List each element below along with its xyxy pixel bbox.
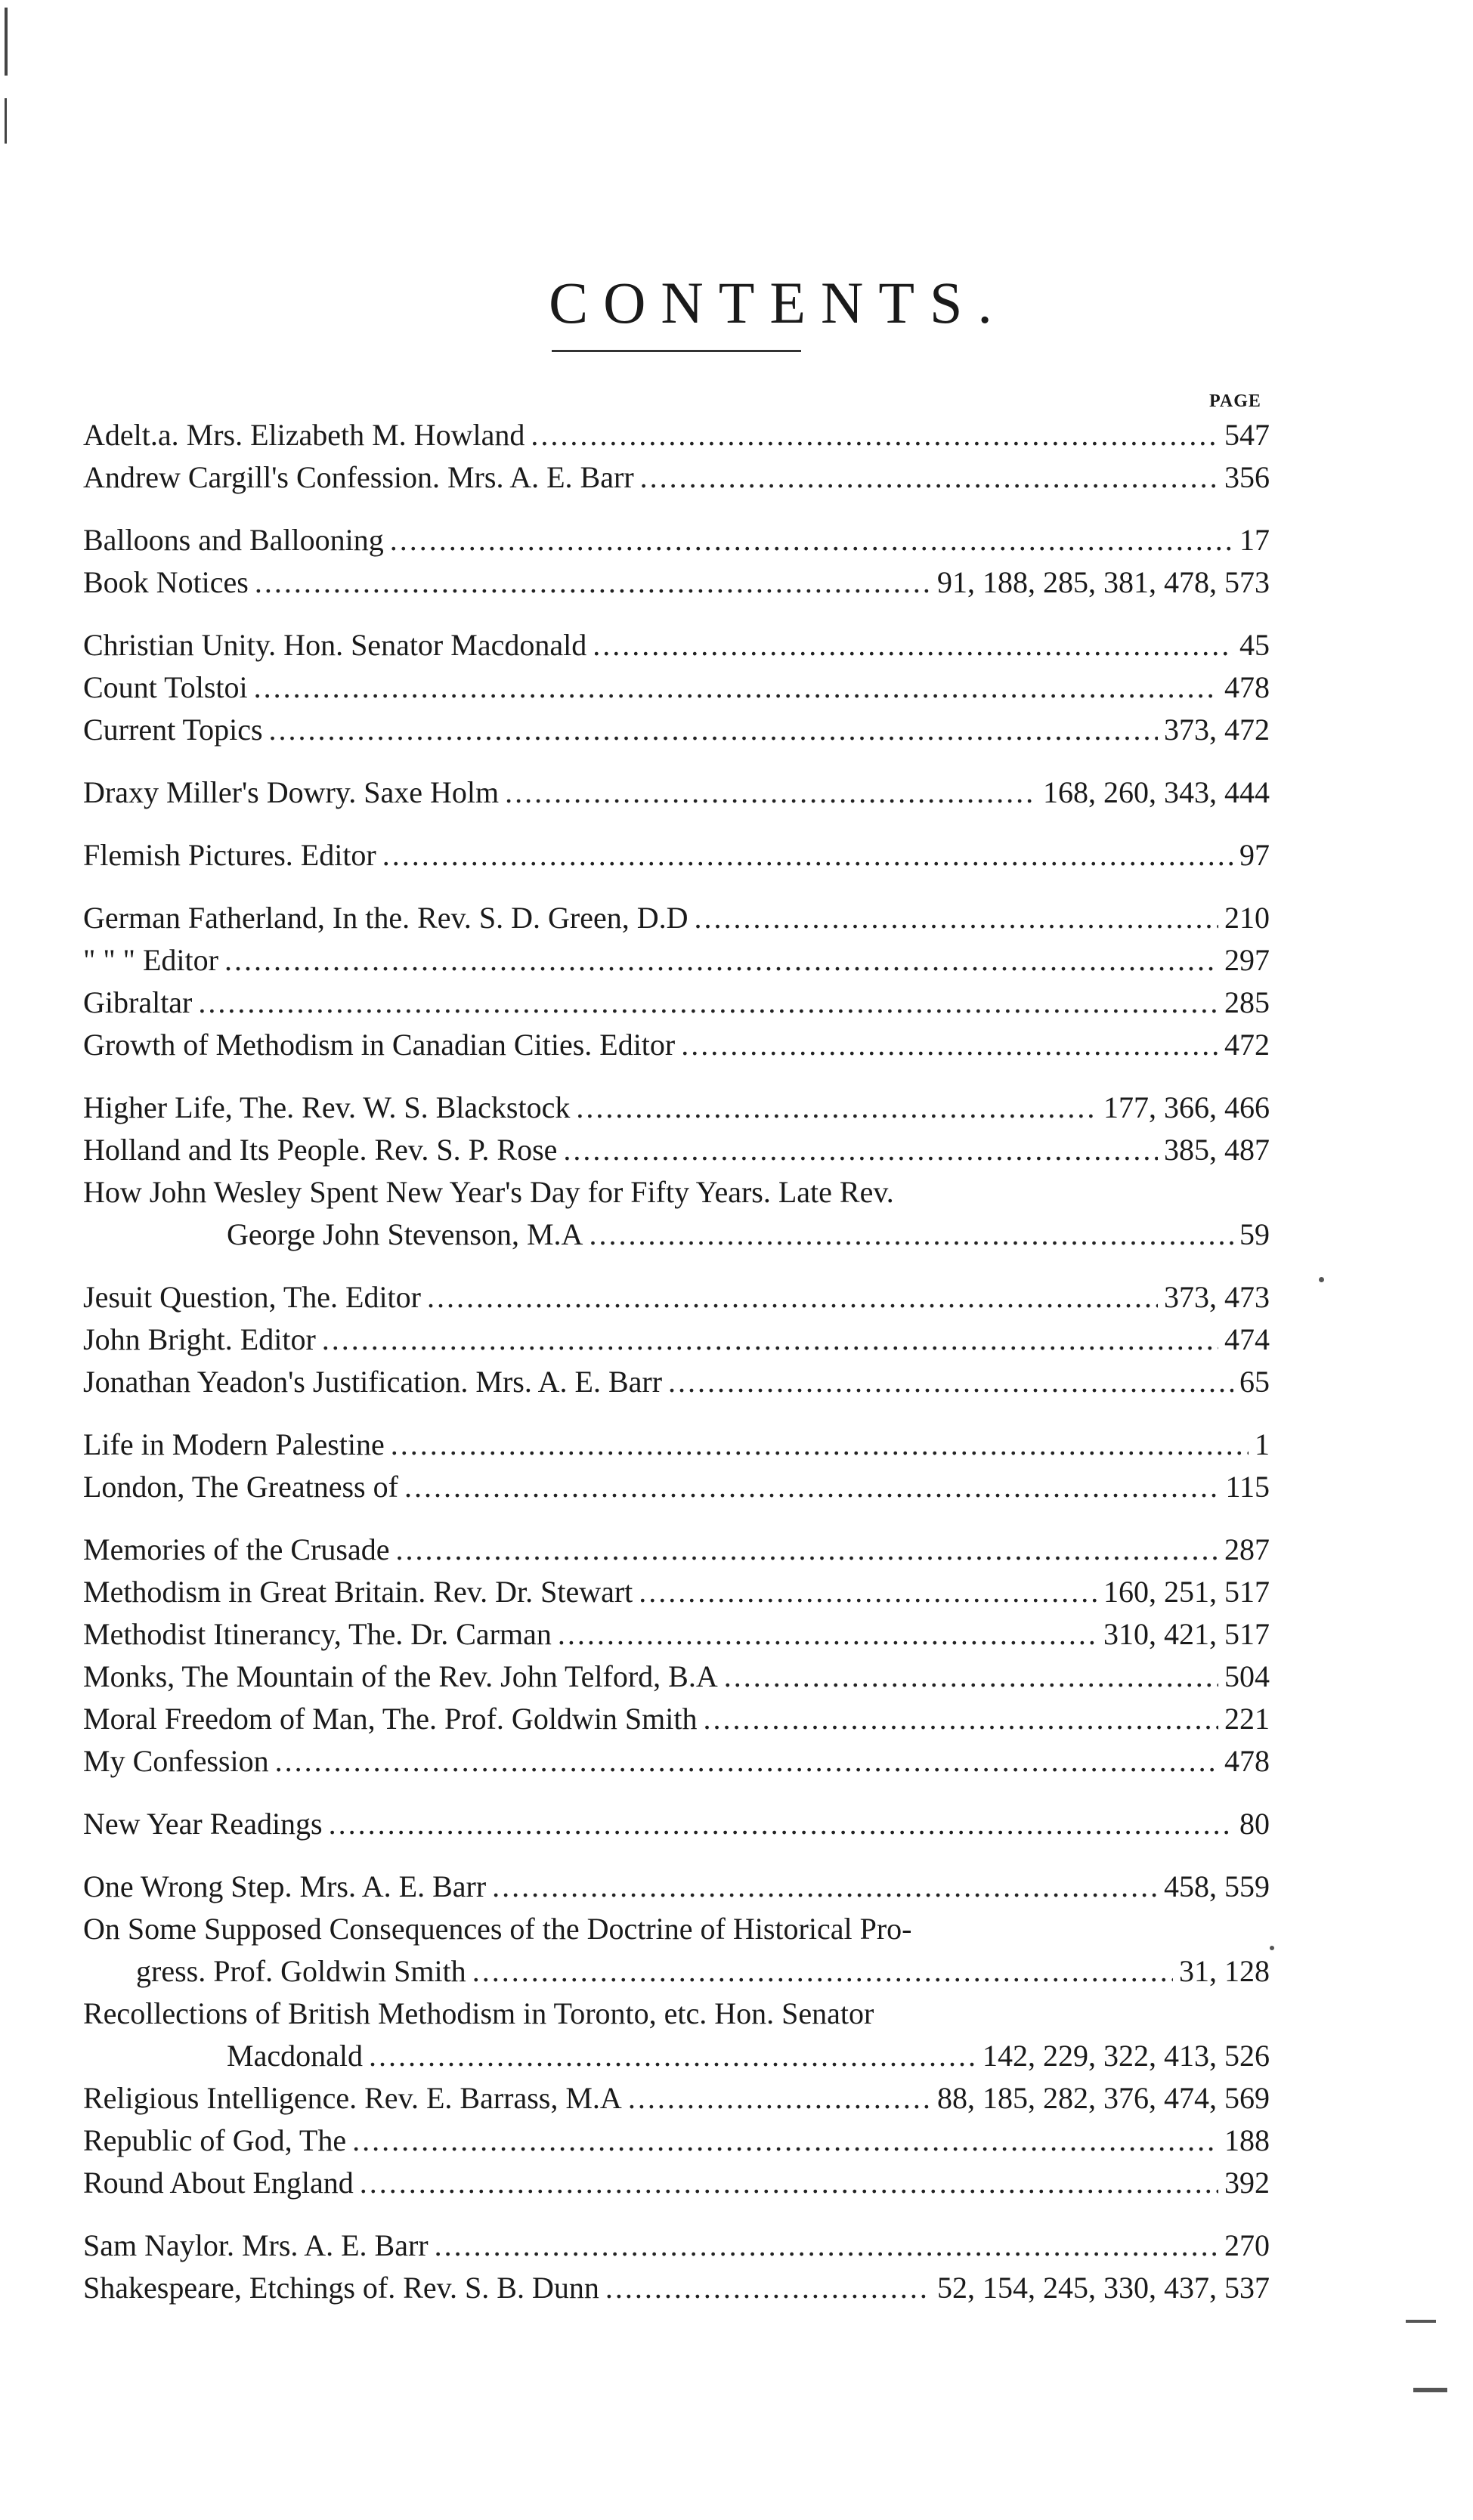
- toc-entry: [83, 709, 1270, 751]
- entry-title: Book Notices: [83, 565, 249, 599]
- scan-edge-mark: [5, 8, 8, 76]
- scan-edge-mark: [5, 98, 7, 144]
- toc-entry: [83, 2077, 1270, 2120]
- dot-leader: [322, 1319, 1218, 1361]
- ink-speck: [1413, 2388, 1447, 2392]
- toc-entry: [83, 666, 1270, 709]
- dot-leader: [427, 1276, 1158, 1319]
- entry-title: Methodist Itinerancy, The. Dr. Carman: [83, 1617, 552, 1651]
- entry-title: Count Tolstoi: [83, 670, 248, 704]
- entry-pages: 458, 559: [1164, 1869, 1270, 1903]
- toc-entry: [83, 624, 1270, 666]
- ink-speck: [1319, 1277, 1324, 1282]
- entry-title: Macdonald: [227, 2039, 363, 2073]
- dot-leader: [593, 624, 1233, 666]
- toc-entry: [83, 456, 1270, 499]
- entry-title: Life in Modern Palestine: [83, 1427, 385, 1461]
- entry-pages: 373, 472: [1164, 713, 1270, 747]
- entry-title: Memories of the Crusade: [83, 1532, 390, 1566]
- dot-leader: [563, 1129, 1158, 1171]
- dot-leader: [391, 1424, 1249, 1466]
- toc-entry: [83, 2267, 1270, 2309]
- entry-title: Balloons and Ballooning: [83, 523, 384, 557]
- toc-group: [83, 771, 1270, 814]
- toc-group: [83, 2225, 1270, 2309]
- entry-title: One Wrong Step. Mrs. A. E. Barr: [83, 1869, 487, 1903]
- entry-title: Methodism in Great Britain. Rev. Dr. Stewart: [83, 1575, 633, 1609]
- entry-title: " " " Editor: [83, 943, 218, 977]
- entry-pages: 297: [1224, 943, 1270, 977]
- toc-entry: [83, 982, 1270, 1024]
- entry-pages: 1: [1255, 1427, 1270, 1461]
- dot-leader: [531, 414, 1218, 456]
- toc-group: [83, 414, 1270, 499]
- entry-pages: 31, 128: [1179, 1954, 1270, 1988]
- toc-entry: [83, 1908, 1270, 1993]
- dot-leader: [492, 1866, 1158, 1908]
- entry-pages: 478: [1224, 670, 1270, 704]
- ink-speck: [1406, 2320, 1436, 2323]
- dot-leader: [558, 1613, 1097, 1656]
- dot-leader: [275, 1740, 1218, 1783]
- toc-entry: [83, 2120, 1270, 2162]
- toc-group: [83, 1866, 1270, 2204]
- ink-speck: [1270, 1946, 1274, 1950]
- entry-pages: 221: [1224, 1702, 1270, 1736]
- toc-group: [83, 1087, 1270, 1256]
- page-title: CONTENTS.: [549, 270, 1007, 336]
- entry-title: London, The Greatness of: [83, 1470, 398, 1504]
- toc-entry: [83, 1319, 1270, 1361]
- toc-entry: [83, 1993, 1270, 2077]
- entry-title: German Fatherland, In the. Rev. S. D. Green, D.D: [83, 901, 689, 935]
- dot-leader: [505, 771, 1037, 814]
- toc-entry: [83, 1129, 1270, 1171]
- toc-group: [83, 519, 1270, 604]
- entry-title: John Bright. Editor: [83, 1322, 316, 1356]
- entry-pages: 504: [1224, 1659, 1270, 1693]
- entry-pages: 547: [1224, 418, 1270, 452]
- dot-leader: [382, 834, 1233, 877]
- entry-pages: 474: [1224, 1322, 1270, 1356]
- toc-entry: [83, 1424, 1270, 1466]
- toc-entry: [83, 1087, 1270, 1129]
- toc-entry: [83, 1171, 1270, 1256]
- entry-title: Republic of God, The: [83, 2123, 347, 2157]
- entry-title: Moral Freedom of Man, The. Prof. Goldwin Smith: [83, 1702, 698, 1736]
- dot-leader: [435, 2225, 1218, 2267]
- dot-leader: [628, 2077, 931, 2120]
- entry-pages: 17: [1239, 523, 1270, 557]
- entry-title: Gibraltar: [83, 985, 193, 1019]
- toc-entry: [83, 2225, 1270, 2267]
- toc-group: [83, 1424, 1270, 1508]
- entry-title-lead: Recollections of British Methodism in Toronto, etc. Hon. Senator: [83, 1996, 874, 2030]
- entry-pages: 373, 473: [1164, 1280, 1270, 1314]
- toc-group: [83, 1803, 1270, 1845]
- toc-entry: [83, 1866, 1270, 1908]
- dot-leader: [605, 2267, 931, 2309]
- entry-pages: 188: [1224, 2123, 1270, 2157]
- toc-group: [83, 897, 1270, 1066]
- entry-title: Adelt.a. Mrs. Elizabeth M. Howland: [83, 418, 525, 452]
- dot-leader: [369, 2035, 976, 2077]
- dot-leader: [224, 939, 1218, 982]
- entry-pages: 392: [1224, 2166, 1270, 2200]
- table-of-contents: [83, 414, 1270, 2330]
- dot-leader: [589, 1214, 1233, 1256]
- toc-entry: [83, 2162, 1270, 2204]
- entry-pages: 287: [1224, 1532, 1270, 1566]
- toc-entry: [83, 519, 1270, 561]
- dot-leader: [352, 2120, 1218, 2162]
- entry-pages: 97: [1239, 838, 1270, 872]
- entry-title: My Confession: [83, 1744, 269, 1778]
- entry-pages: 142, 229, 322, 413, 526: [983, 2039, 1270, 2073]
- page-column-heading: PAGE: [1209, 391, 1261, 411]
- entry-pages: 115: [1225, 1470, 1270, 1504]
- toc-entry: [83, 771, 1270, 814]
- entry-pages: 45: [1239, 628, 1270, 662]
- toc-group: [83, 624, 1270, 751]
- entry-title: Andrew Cargill's Confession. Mrs. A. E. Barr: [83, 460, 634, 494]
- title-rule: [552, 350, 801, 352]
- dot-leader: [681, 1024, 1218, 1066]
- entry-title: Sam Naylor. Mrs. A. E. Barr: [83, 2228, 429, 2262]
- entry-title-lead: How John Wesley Spent New Year's Day for Fifty Years. Late Rev.: [83, 1175, 894, 1209]
- entry-pages: 168, 260, 343, 444: [1043, 775, 1270, 809]
- entry-title: Round About England: [83, 2166, 354, 2200]
- entry-title: Holland and Its People. Rev. S. P. Rose: [83, 1133, 558, 1167]
- toc-entry: [83, 1740, 1270, 1783]
- dot-leader: [254, 666, 1218, 709]
- entry-pages: 80: [1239, 1807, 1270, 1841]
- entry-pages: 285: [1224, 985, 1270, 1019]
- toc-entry: [83, 414, 1270, 456]
- entry-pages: 91, 188, 285, 381, 478, 573: [937, 565, 1270, 599]
- entry-pages: 270: [1224, 2228, 1270, 2262]
- toc-group: [83, 1529, 1270, 1783]
- toc-entry: [83, 834, 1270, 877]
- dot-leader: [668, 1361, 1233, 1403]
- entry-pages: 210: [1224, 901, 1270, 935]
- entry-title: New Year Readings: [83, 1807, 323, 1841]
- entry-title: gress. Prof. Goldwin Smith: [136, 1954, 466, 1988]
- dot-leader: [198, 982, 1218, 1024]
- toc-entry: [83, 1024, 1270, 1066]
- entry-title: Higher Life, The. Rev. W. S. Blackstock: [83, 1090, 571, 1124]
- toc-entry: [83, 1656, 1270, 1698]
- toc-entry: [83, 1361, 1270, 1403]
- toc-entry: [83, 1529, 1270, 1571]
- dot-leader: [695, 897, 1218, 939]
- entry-title: Christian Unity. Hon. Senator Macdonald: [83, 628, 587, 662]
- toc-entry: [83, 1613, 1270, 1656]
- entry-title-lead: On Some Supposed Consequences of the Doctrine of Historical Pro-: [83, 1912, 912, 1946]
- entry-title: Draxy Miller's Dowry. Saxe Holm: [83, 775, 500, 809]
- entry-title: Current Topics: [83, 713, 263, 747]
- toc-entry: [83, 561, 1270, 604]
- entry-title: Jonathan Yeadon's Justification. Mrs. A. E. Barr: [83, 1365, 663, 1399]
- dot-leader: [395, 1529, 1218, 1571]
- dot-leader: [360, 2162, 1218, 2204]
- dot-leader: [404, 1466, 1220, 1508]
- entry-pages: 65: [1239, 1365, 1270, 1399]
- entry-pages: 310, 421, 517: [1103, 1617, 1270, 1651]
- entry-pages: 472: [1224, 1028, 1270, 1062]
- entry-title: Shakespeare, Etchings of. Rev. S. B. Dunn: [83, 2271, 599, 2305]
- toc-group: [83, 1276, 1270, 1403]
- entry-pages: 160, 251, 517: [1103, 1575, 1270, 1609]
- dot-leader: [329, 1803, 1233, 1845]
- entry-pages: 88, 185, 282, 376, 474, 569: [937, 2081, 1270, 2115]
- dot-leader: [390, 519, 1233, 561]
- entry-pages: 177, 366, 466: [1103, 1090, 1270, 1124]
- entry-pages: 59: [1239, 1217, 1270, 1251]
- dot-leader: [255, 561, 931, 604]
- toc-entry: [83, 1803, 1270, 1845]
- dot-leader: [640, 456, 1218, 499]
- entry-pages: 52, 154, 245, 330, 437, 537: [937, 2271, 1270, 2305]
- entry-title: Flemish Pictures. Editor: [83, 838, 376, 872]
- entry-title: Religious Intelligence. Rev. E. Barrass, M.A: [83, 2081, 622, 2115]
- toc-entry: [83, 897, 1270, 939]
- entry-title: Jesuit Question, The. Editor: [83, 1280, 421, 1314]
- toc-entry: [83, 939, 1270, 982]
- dot-leader: [472, 1950, 1173, 1993]
- entry-title: Growth of Methodism in Canadian Cities. Editor: [83, 1028, 676, 1062]
- entry-title: George John Stevenson, M.A: [227, 1217, 583, 1251]
- dot-leader: [269, 709, 1158, 751]
- entry-pages: 385, 487: [1164, 1133, 1270, 1167]
- dot-leader: [704, 1698, 1218, 1740]
- toc-entry: [83, 1276, 1270, 1319]
- toc-entry: [83, 1571, 1270, 1613]
- dot-leader: [724, 1656, 1218, 1698]
- dot-leader: [576, 1087, 1097, 1129]
- toc-group: [83, 834, 1270, 877]
- dot-leader: [639, 1571, 1097, 1613]
- toc-entry: [83, 1466, 1270, 1508]
- toc-entry: [83, 1698, 1270, 1740]
- entry-pages: 356: [1224, 460, 1270, 494]
- entry-pages: 478: [1224, 1744, 1270, 1778]
- entry-title: Monks, The Mountain of the Rev. John Telford, B.A: [83, 1659, 718, 1693]
